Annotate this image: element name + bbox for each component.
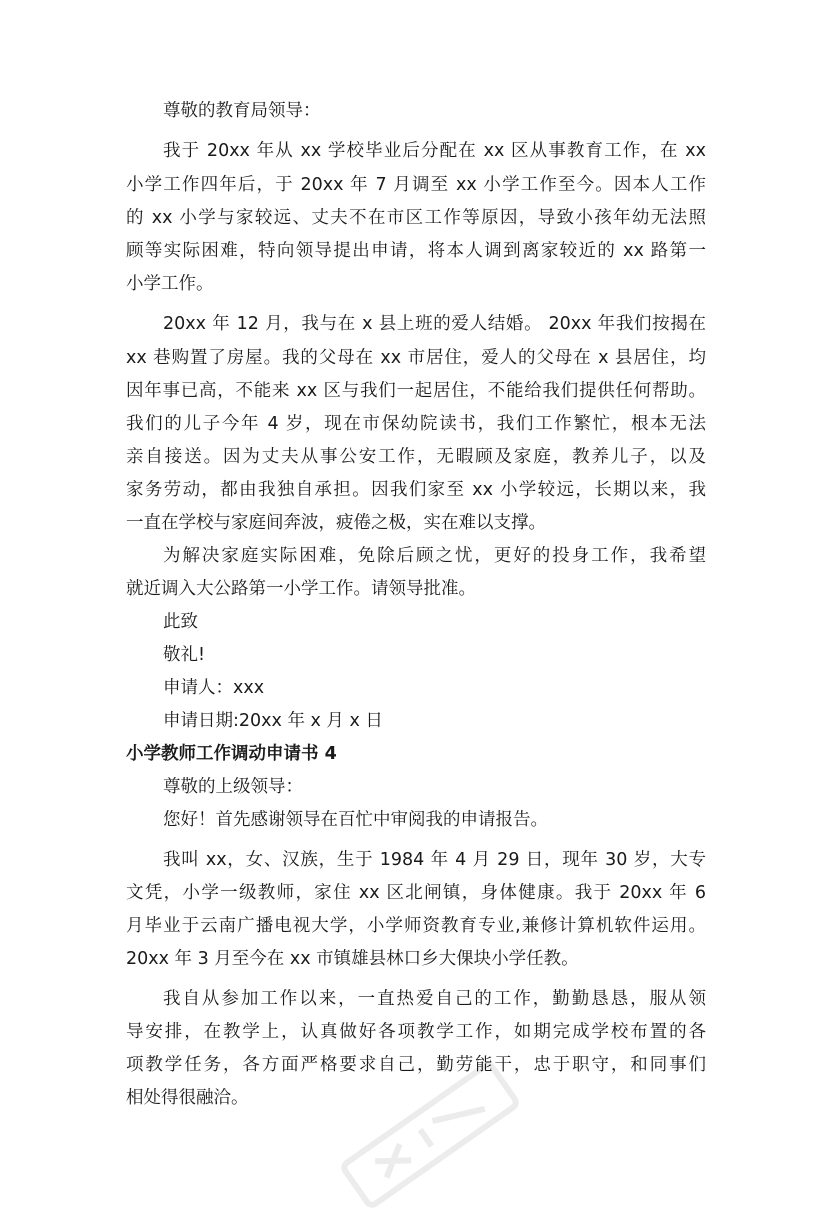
paragraph-line: 因年事已高，不能来 xx 区与我们一起居住，不能给我们提供任何帮助。 xyxy=(126,381,706,401)
paragraph-line: 20xx 年 3 月至今在 xx 市镇雄县林口乡大倮块小学任教。 xyxy=(126,949,579,969)
paragraph-line: 导安排，在教学上，认真做好各项教学工作，如期完成学校布置的各 xyxy=(126,1022,706,1042)
paragraph-line: 我叫 xx，女、汉族，生于 1984 年 4 月 29 日，现年 30 岁，大专 xyxy=(163,850,706,870)
salutation: 尊敬的上级领导： xyxy=(163,777,303,797)
salutation: 尊敬的教育局领导： xyxy=(163,101,321,121)
paragraph-line: 20xx 年 12 月，我与在 x 县上班的爱人结婚。 20xx 年我们按揭在 xyxy=(163,314,706,334)
section-heading: 小学教师工作调动申请书 4 xyxy=(126,744,337,764)
paragraph-line: 就近调入大公路第一小学工作。请领导批准。 xyxy=(126,579,476,599)
paragraph-line: 文凭，小学一级教师，家住 xx 区北闸镇，身体健康。我于 20xx 年 6 xyxy=(126,883,706,903)
paragraph-line: 顾等实际困难，特向领导提出申请，将本人调到离家较近的 xx 路第一 xyxy=(126,241,706,261)
closing-line: 敬礼! xyxy=(163,645,206,665)
paragraph-line: 我自从参加工作以来，一直热爱自己的工作，勤勤恳恳，服从领 xyxy=(163,989,706,1009)
paragraph-line: 我于 20xx 年从 xx 学校毕业后分配在 xx 区从事教育工作，在 xx xyxy=(163,141,706,161)
paragraph-line: 的 xx 小学与家较远、丈夫不在市区工作等原因，导致小孩年幼无法照 xyxy=(126,208,706,228)
closing-line: 此致 xyxy=(163,612,198,632)
paragraph-line: 您好！首先感谢领导在百忙中审阅我的申请报告。 xyxy=(163,810,548,830)
paragraph-line: 小学工作。 xyxy=(126,274,214,294)
paragraph-line: xx 巷购置了房屋。我的父母在 xx 市居住，爱人的父母在 x 县居住，均 xyxy=(126,348,706,368)
paragraph-line: 亲自接送。因为丈夫从事公安工作，无暇顾及家庭，教养儿子，以及 xyxy=(126,447,706,467)
paragraph-line: 月毕业于云南广播电视大学，小学师资教育专业,兼修计算机软件运用。 xyxy=(126,916,706,936)
paragraph-line: 项教学任务，各方面严格要求自己，勤劳能干，忠于职守，和同事们 xyxy=(126,1055,706,1075)
paragraph-line: 相处得很融洽。 xyxy=(126,1088,249,1108)
paragraph-line: 一直在学校与家庭间奔波，疲倦之极，实在难以支撑。 xyxy=(126,513,546,533)
paragraph-line: 为解决家庭实际困难，免除后顾之忧，更好的投身工作，我希望 xyxy=(163,546,706,566)
paragraph-line: 小学工作四年后，于 20xx 年 7 月调至 xx 小学工作至今。因本人工作 xyxy=(126,175,706,195)
applicant-line: 申请人：xxx xyxy=(163,678,265,698)
paragraph-line: 家务劳动，都由我独自承担。因我们家至 xx 小学较远，长期以来，我 xyxy=(126,480,706,500)
date-line: 申请日期:20xx 年 x 月 x 日 xyxy=(163,711,383,731)
paragraph-line: 我们的儿子今年 4 岁，现在市保幼院读书，我们工作繁忙，根本无法 xyxy=(126,414,706,434)
